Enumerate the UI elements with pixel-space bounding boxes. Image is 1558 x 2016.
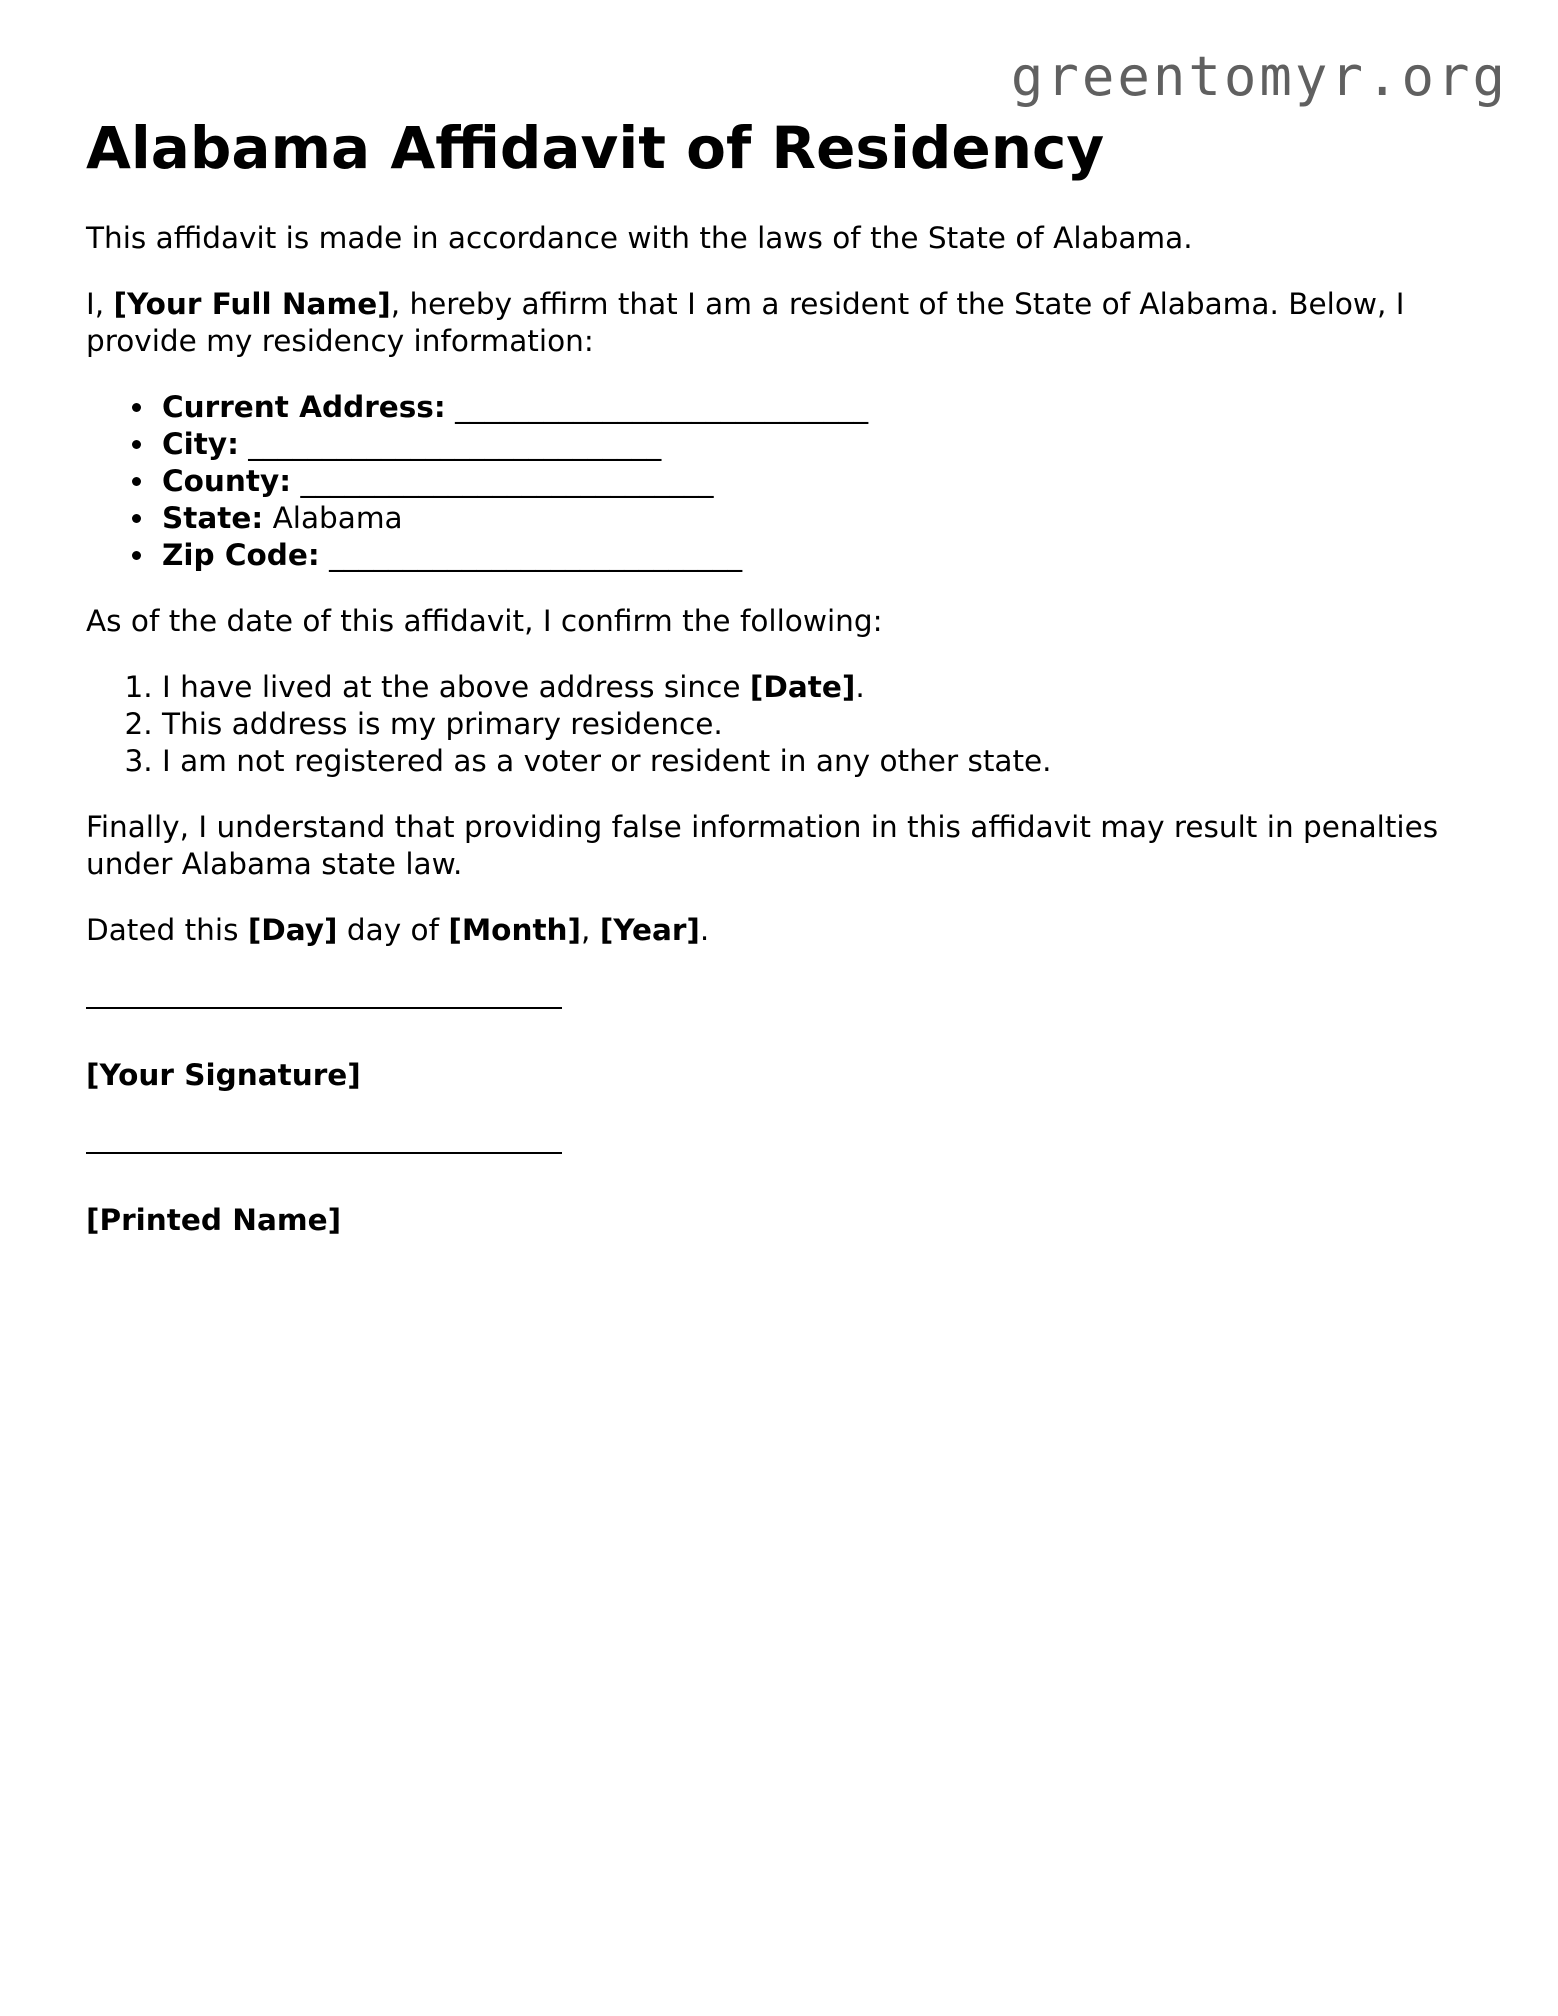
field-county: County: ____________________________	[162, 463, 1486, 500]
field-city: City: ____________________________	[162, 426, 1486, 463]
watermark: greentomyr.org	[1010, 45, 1508, 108]
full-name-placeholder: [Your Full Name]	[113, 287, 391, 321]
confirm-intro: As of the date of this affidavit, I confirm the following:	[86, 604, 883, 638]
field-zip-code: Zip Code: ____________________________	[162, 537, 1486, 574]
date-placeholder: [Date]	[749, 670, 856, 704]
printed-name-label: [Printed Name]	[86, 1203, 342, 1237]
county-blank: ____________________________	[300, 464, 714, 498]
document-title: Alabama Affidavit of Residency	[86, 114, 1105, 182]
current-address-blank: ____________________________	[455, 390, 869, 424]
residency-fields-list	[86, 389, 1486, 574]
confirmations-list	[86, 669, 1486, 780]
signature-label: [Your Signature]	[86, 1058, 361, 1092]
confirmation-item: 3. I am not registered as a voter or resident in any other state.	[162, 743, 1486, 780]
signature-line	[86, 1007, 562, 1009]
printed-name-line	[86, 1152, 562, 1154]
field-state: State: Alabama	[162, 500, 1486, 537]
state-value: Alabama	[272, 501, 403, 535]
dated-line: Dated this [Day] day of [Month], [Year].	[86, 913, 710, 947]
confirmation-item: 2. This address is my primary residence.	[162, 706, 1486, 743]
affirmation-paragraph: I, [Your Full Name], hereby affirm that I am a resident of the State of Alabama. Below, I provide my residency information:	[86, 287, 1405, 358]
zip-code-blank: ____________________________	[329, 538, 743, 572]
document-body	[86, 110, 1486, 1239]
month-placeholder: [Month]	[448, 913, 582, 947]
penalty-paragraph: Finally, I understand that providing false information in this affidavit may result in penalties under Alabama state law.	[86, 810, 1439, 881]
city-blank: ____________________________	[248, 427, 662, 461]
field-current-address: Current Address: ____________________________	[162, 389, 1486, 426]
day-placeholder: [Day]	[247, 913, 338, 947]
confirmation-item: 1. I have lived at the above address since [Date].	[162, 669, 1486, 706]
intro-paragraph: This affidavit is made in accordance with the laws of the State of Alabama.	[86, 221, 1193, 255]
year-placeholder: [Year]	[599, 913, 700, 947]
